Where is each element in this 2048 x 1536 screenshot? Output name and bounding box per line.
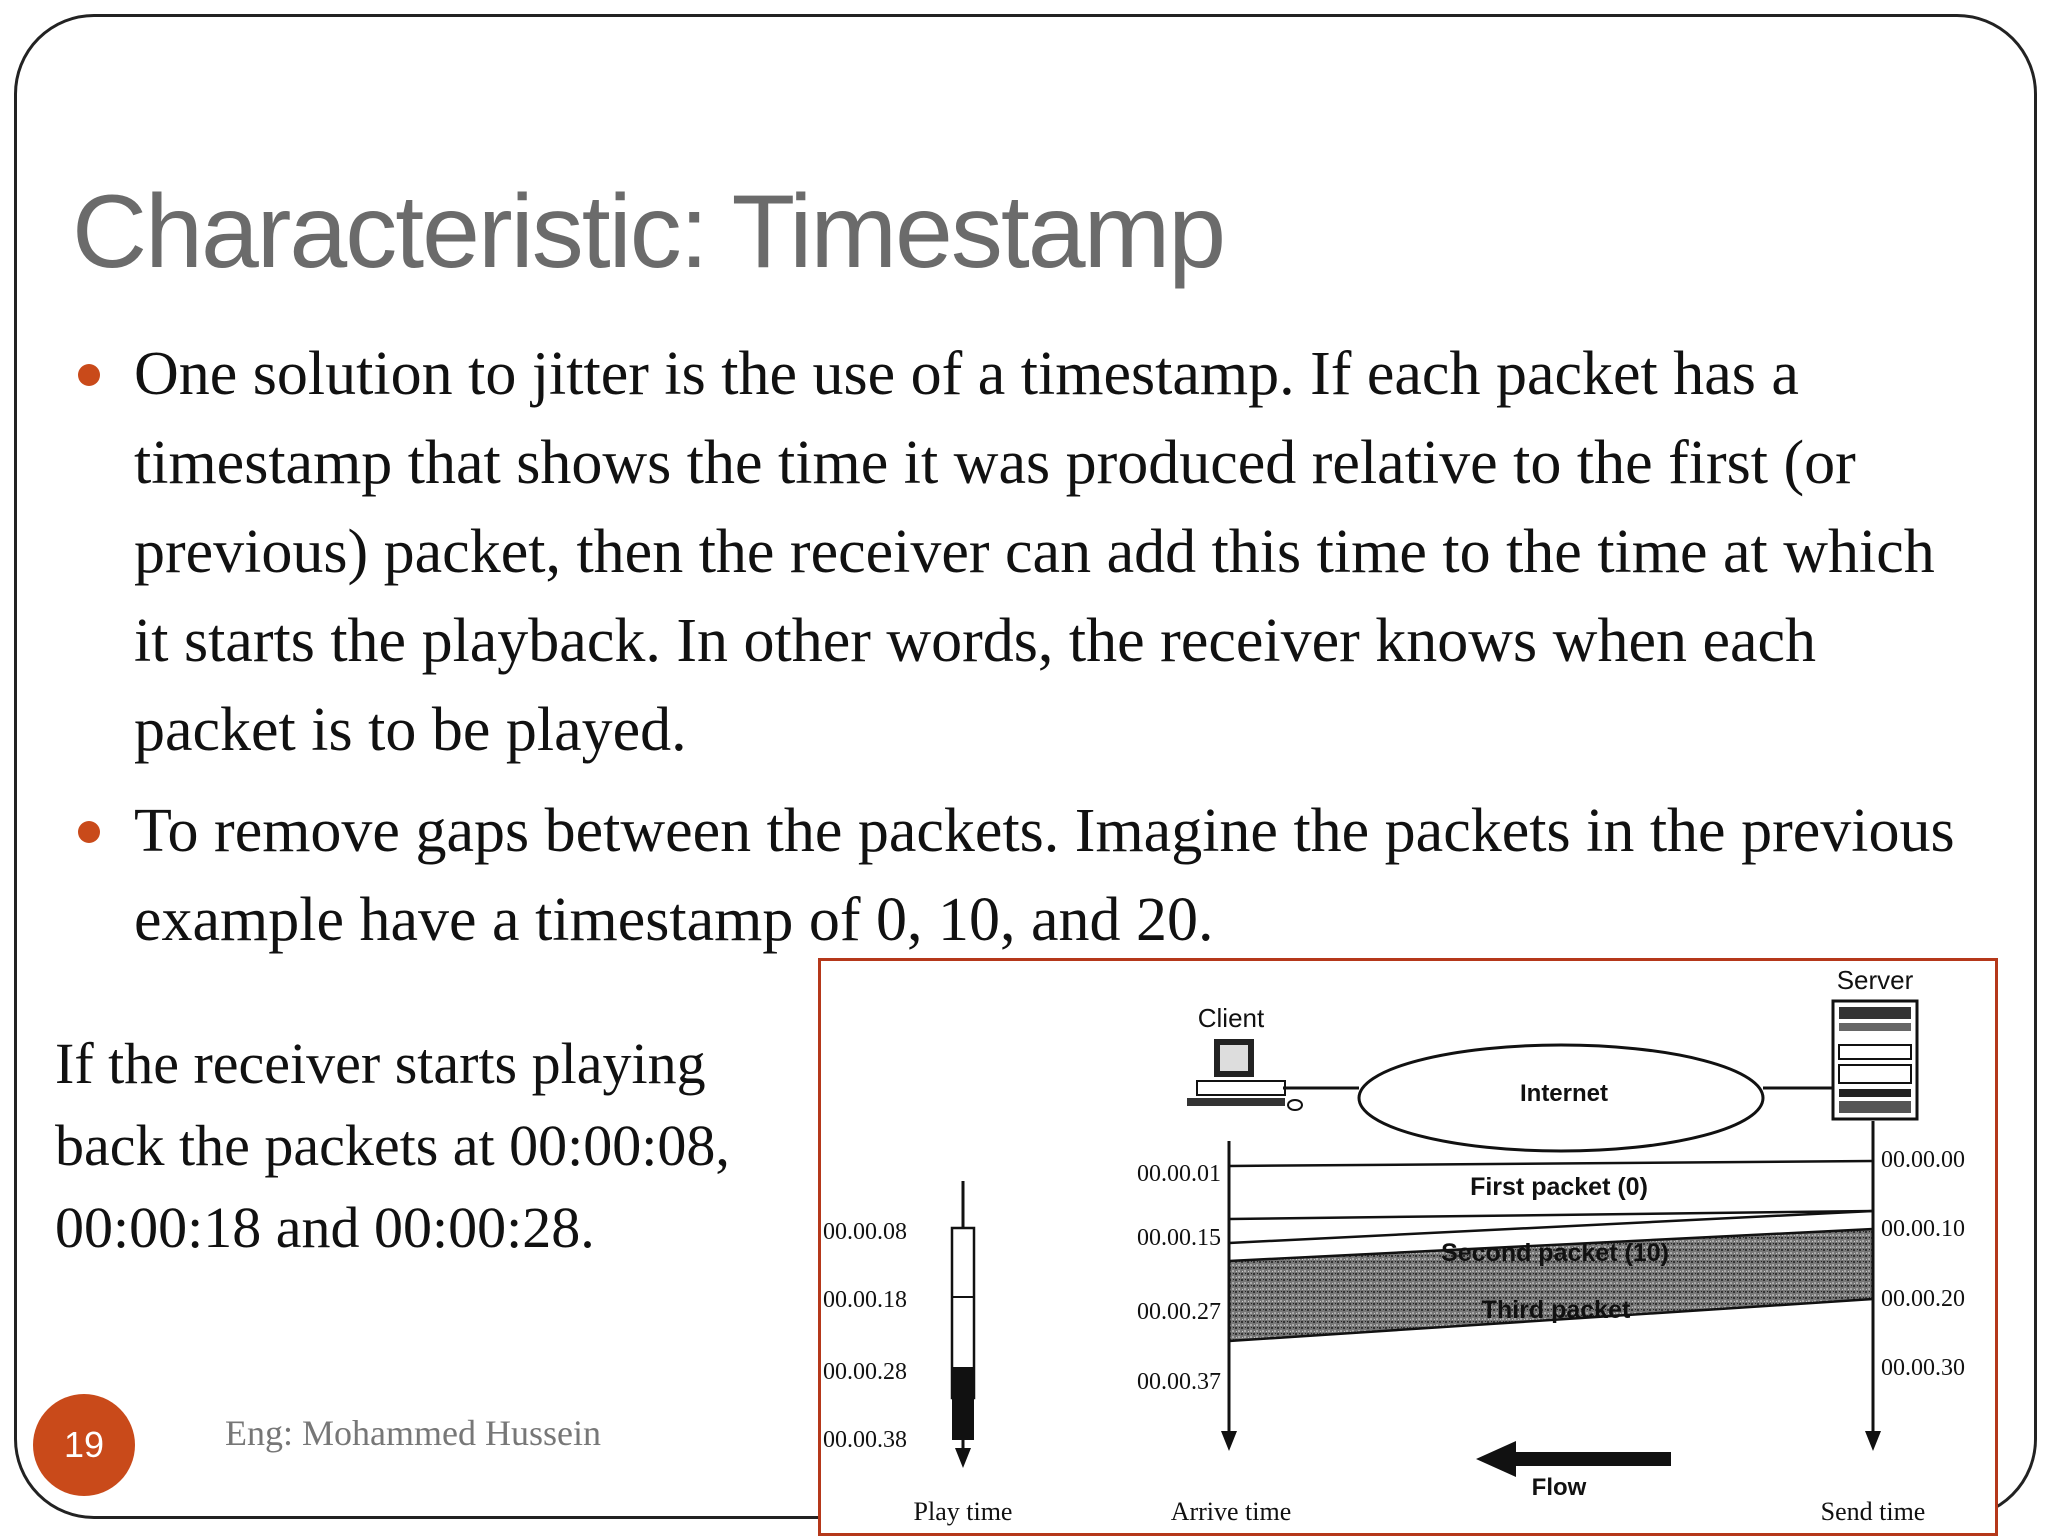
flow-label: Flow [1531,1474,1587,1501]
server-label: Server [1836,965,1914,995]
timestamp-diagram [818,958,1998,1536]
flow-arrow-icon [1476,1441,1516,1477]
slide-title: Characteristic: Timestamp [72,174,1225,290]
bullet-dot-icon [78,821,100,843]
bullet-list [60,330,1960,977]
play-time-label: 00.00.38 [823,1427,907,1453]
send-time-label: 00.00.10 [1881,1216,1965,1242]
play-time-label: 00.00.28 [823,1359,907,1385]
internet-label: Internet [1519,1080,1609,1107]
packet-line [1229,1161,1873,1166]
arrive-time-label: 00.00.27 [1137,1299,1221,1325]
server-icon [1833,1001,1917,1119]
arrive-time-label: 00.00.01 [1137,1161,1221,1187]
bullet-item [60,787,1960,965]
send-time-label: 00.00.00 [1881,1147,1965,1173]
flow-arrow-shaft [1511,1452,1671,1466]
send-time-label: 00.00.20 [1881,1286,1965,1312]
send-time-label: 00.00.30 [1881,1355,1965,1381]
play-time-axis-label: Play time [913,1497,1013,1526]
client-label: Client [1197,1003,1265,1033]
playback-note: If the receiver starts playing back the packets at 00:00:08, 00:00:18 and 00:00:28. [55,1031,730,1260]
play-buffer-filled [952,1367,974,1440]
client-computer-icon [1187,1039,1302,1110]
packet-label: First packet (0) [1470,1173,1648,1201]
arrive-time-label: 00.00.37 [1137,1369,1221,1395]
footer-author: Eng: Mohammed Hussein [225,1413,601,1453]
bullet-text: To remove gaps between the packets. Imagine the packets in the previous example have a timestamp of 0, 10, and 20. [134,797,1955,954]
bullet-dot-icon [78,364,100,386]
arrive-time-label: 00.00.15 [1137,1225,1221,1251]
diagram-svg [821,961,1995,1533]
play-arrow-icon [955,1448,971,1468]
packet-label: Third packet [1481,1296,1631,1324]
page-number-badge: 19 [33,1394,135,1496]
packet-label: Second packet (10) [1441,1239,1669,1267]
play-time-label: 00.00.18 [823,1287,907,1313]
send-time-axis-label: Send time [1820,1497,1926,1526]
send-arrow-icon [1865,1431,1881,1451]
play-time-label: 00.00.08 [823,1219,907,1245]
arrive-time-axis-label: Arrive time [1170,1497,1292,1526]
bullet-text: One solution to jitter is the use of a timestamp. If each packet has a timestamp that shows the time it was produced relative to the first (or previous) packet, then the receiver can add this time to the time at which it starts the playback. In other words, the receiver knows when each packet is to be played. [134,340,1935,764]
arrive-arrow-icon [1221,1431,1237,1451]
bullet-item [60,330,1960,775]
